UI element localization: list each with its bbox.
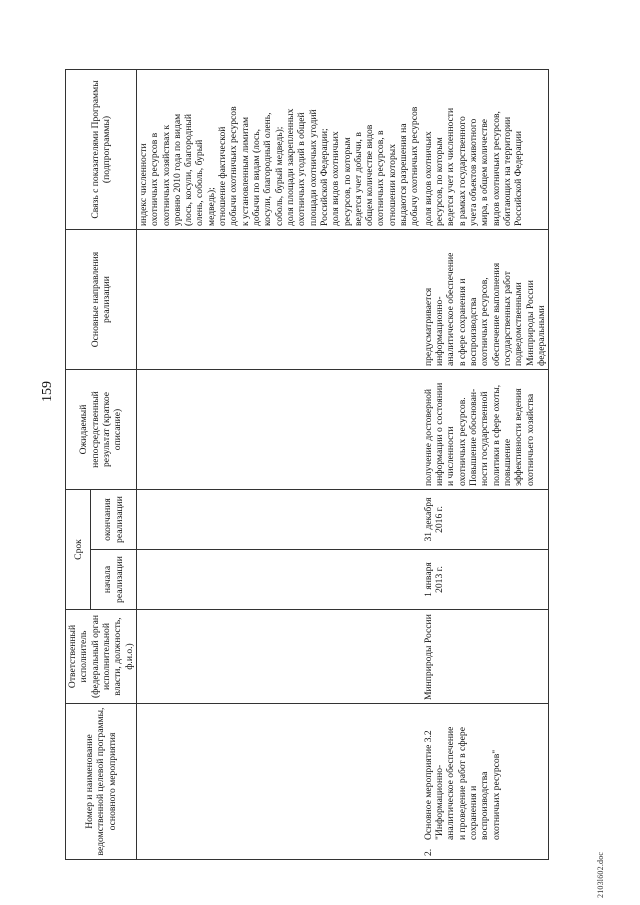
row2-executor: Минприроды России (422, 610, 549, 704)
row2-start: 1 января 2013 г. (422, 550, 549, 610)
program-table (65, 69, 549, 860)
page-number: 159 (40, 381, 55, 402)
table-row-measure-3-2 (422, 70, 549, 860)
header-end: окончания реализации (91, 490, 136, 550)
header-directions: Основные направления реализации (66, 230, 137, 370)
header-executor: Ответственный исполнитель (федеральный орган исполнительной власти, должность, ф.и.о.) (66, 610, 137, 704)
header-start: начала реализации (91, 550, 136, 610)
table-row-continuation (136, 70, 421, 860)
row2-number-name (422, 704, 549, 860)
row2-end: 31 декабря 2016 г. (422, 490, 549, 550)
header-result: Ожидаемый непосредственный результат (краткое описание) (66, 370, 137, 490)
header-number-name: Номер и наименование ведомственной целевой программы, основного мероприятия (66, 704, 137, 860)
row2-number: 2. (422, 848, 434, 856)
row2-name: Основное мероприятие 3.2 "Информационно- аналитическое обеспечение и проведение работ в сфере сохранения и воспроизводства охотничьих ресурсов" (422, 726, 502, 840)
header-link: Связь с показателями Программы (подпрограммы) (66, 70, 137, 230)
footer-doc-code: 2103l602.doc (596, 851, 605, 898)
header-srok: Срок (66, 490, 91, 610)
row2-directions: предусматривается информационно- аналитическое обеспечение в сфере сохранения и воспроизводства охотничьих ресурсов, обеспечение выполнения государственных работ подведомственными Минприроды России федеральными (422, 230, 549, 370)
header-row (66, 70, 91, 860)
row2-link: доля видов охотничьих ресурсов, по которым ведется учет их численности в рамках государственного учета объектов животного мира, в общем количестве видов охотничьих ресурсов, обитающих на территории Российской Федерации (422, 70, 549, 230)
continuation-link: индекс численности охотничьих ресурсов в охотничьих хозяйствах к уровню 2010 года по видам (лось, косули, благородный олень, соболь, бурый медведь); отношение фактической добычи охотничьих ресурсов к установленным лимитам добычи по видам (лось, косули, благородный олень, соболь, бурый медведь); доля площади закрепленных охотничьих угодий в общей площади охотничьих угодий Российской Федерации; доля видов охотничьих ресурсов, по которым ведется учет добычи, в общем количестве видов охотничьих ресурсов, в отношении которых выдаются разрешения на добычу охотничьих ресурсов (136, 70, 421, 230)
row2-result: получение достоверной информации о состоянии и численности охотничьих ресурсов. Повышение обоснован- ности государственной политики в сфере охоты, повышение эффективности ведения охотничьего хозяйства (422, 370, 549, 490)
